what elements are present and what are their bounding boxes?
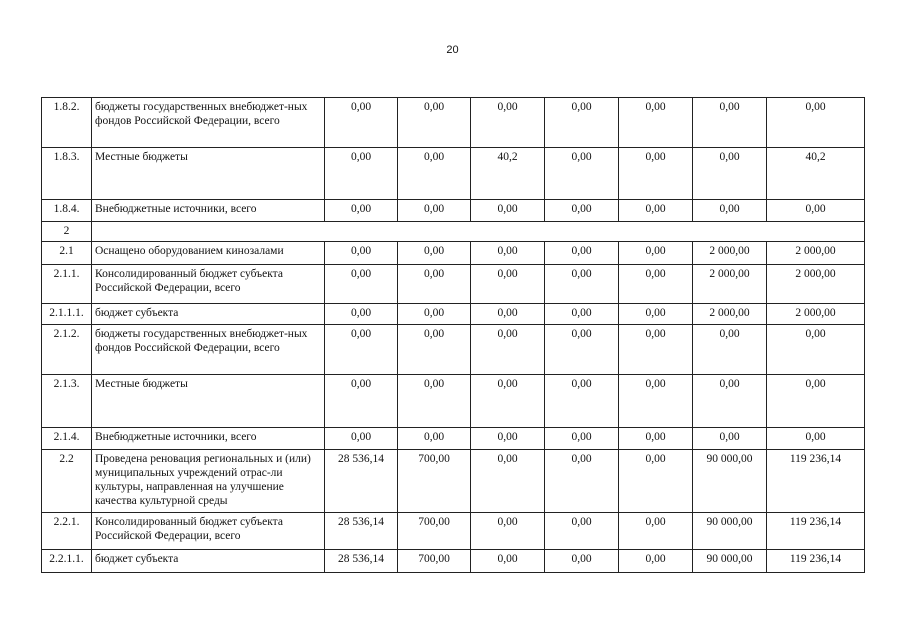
value-cell: 0,00 [398,98,471,148]
value-cell: 0,00 [398,265,471,304]
value-cell: 0,00 [471,325,545,375]
value-cell: 0,00 [398,148,471,200]
value-cell: 0,00 [545,98,619,148]
value-cell: 90 000,00 [693,550,767,573]
value-cell: 0,00 [767,98,865,148]
value-cell: 28 536,14 [325,550,398,573]
row-code: 2.1.2. [42,325,92,375]
row-name: Оснащено оборудованием кинозалами [92,242,325,265]
value-cell: 0,00 [471,265,545,304]
value-cell: 2 000,00 [767,304,865,325]
row-name: Консолидированный бюджет субъекта Российской Федерации, всего [92,513,325,550]
row-code: 1.8.4. [42,200,92,222]
value-cell: 0,00 [545,513,619,550]
table-row [42,304,865,325]
value-cell: 0,00 [545,304,619,325]
value-cell: 0,00 [398,428,471,450]
value-cell: 2 000,00 [693,265,767,304]
table-row [42,513,865,550]
value-cell: 0,00 [545,428,619,450]
row-code: 2.2.1.1. [42,550,92,573]
value-cell: 0,00 [471,375,545,428]
row-code: 2.1.4. [42,428,92,450]
value-cell: 0,00 [325,428,398,450]
value-cell: 28 536,14 [325,450,398,513]
value-cell: 90 000,00 [693,513,767,550]
row-code: 2.1.1. [42,265,92,304]
value-cell: 0,00 [471,450,545,513]
value-cell: 0,00 [471,200,545,222]
value-cell: 0,00 [767,375,865,428]
value-cell: 119 236,14 [767,550,865,573]
value-cell: 119 236,14 [767,450,865,513]
table-row [42,325,865,375]
budget-table [41,97,865,573]
value-cell: 0,00 [767,325,865,375]
value-cell: 0,00 [619,450,693,513]
value-cell: 0,00 [545,265,619,304]
table-row [42,200,865,222]
value-cell: 0,00 [693,148,767,200]
value-cell: 2 000,00 [693,242,767,265]
row-name: бюджет субъекта [92,304,325,325]
value-cell: 0,00 [619,513,693,550]
table-row [42,98,865,148]
value-cell: 0,00 [471,428,545,450]
value-cell: 700,00 [398,550,471,573]
row-code: 1.8.3. [42,148,92,200]
row-code: 2 [42,222,92,242]
value-cell: 0,00 [545,550,619,573]
value-cell: 0,00 [325,98,398,148]
row-name: бюджеты государственных внебюджет-ных фондов Российской Федерации, всего [92,325,325,375]
table-row [42,265,865,304]
value-cell: 2 000,00 [767,242,865,265]
value-cell: 0,00 [325,265,398,304]
value-cell: 0,00 [619,428,693,450]
table-row [42,450,865,513]
row-name: Внебюджетные источники, всего [92,428,325,450]
value-cell: 0,00 [545,450,619,513]
value-cell: 0,00 [693,428,767,450]
row-name: бюджеты государственных внебюджет-ных фондов Российской Федерации, всего [92,98,325,148]
table-row [42,148,865,200]
value-cell: 0,00 [325,242,398,265]
value-cell: 0,00 [545,148,619,200]
table-row [42,242,865,265]
value-cell: 0,00 [471,242,545,265]
row-name: Внебюджетные источники, всего [92,200,325,222]
value-cell: 700,00 [398,513,471,550]
value-cell: 40,2 [471,148,545,200]
row-code: 2.1 [42,242,92,265]
row-code: 1.8.2. [42,98,92,148]
table-row [42,428,865,450]
row-code: 2.1.1.1. [42,304,92,325]
table-row [42,222,865,242]
row-name: Консолидированный бюджет субъекта Российской Федерации, всего [92,265,325,304]
value-cell: 0,00 [619,265,693,304]
value-cell: 0,00 [398,325,471,375]
value-cell: 0,00 [398,200,471,222]
value-cell: 0,00 [619,304,693,325]
value-cell: 2 000,00 [693,304,767,325]
row-name: Местные бюджеты [92,148,325,200]
table-row [42,550,865,573]
value-cell: 0,00 [767,200,865,222]
value-cell: 40,2 [767,148,865,200]
value-cell: 700,00 [398,450,471,513]
value-cell: 0,00 [545,325,619,375]
row-code: 2.2 [42,450,92,513]
value-cell: 0,00 [471,304,545,325]
value-cell: 0,00 [693,325,767,375]
row-name: Проведена реновация региональных и (или) муниципальных учреждений отрас-ли культуры, направленная на улучшение качества культурной среды [92,450,325,513]
value-cell: 0,00 [398,375,471,428]
value-cell: 119 236,14 [767,513,865,550]
row-code: 2.1.3. [42,375,92,428]
value-cell: 0,00 [693,375,767,428]
value-cell: 0,00 [619,242,693,265]
value-cell: 0,00 [325,325,398,375]
value-cell: 2 000,00 [767,265,865,304]
value-cell: 0,00 [325,200,398,222]
value-cell: 0,00 [545,242,619,265]
value-cell: 90 000,00 [693,450,767,513]
row-code: 2.2.1. [42,513,92,550]
value-cell: 0,00 [619,98,693,148]
value-cell: 0,00 [619,325,693,375]
value-cell: 0,00 [325,148,398,200]
page-number: 20 [446,44,459,56]
value-cell: 0,00 [398,242,471,265]
row-name: бюджет субъекта [92,550,325,573]
value-cell: 0,00 [619,200,693,222]
value-cell: 28 536,14 [325,513,398,550]
value-cell: 0,00 [545,200,619,222]
value-cell: 0,00 [325,375,398,428]
value-cell: 0,00 [471,513,545,550]
value-cell: 0,00 [398,304,471,325]
value-cell: 0,00 [471,98,545,148]
value-cell: 0,00 [767,428,865,450]
value-cell: 0,00 [693,200,767,222]
value-cell: 0,00 [545,375,619,428]
section-row-cell [92,222,865,242]
value-cell: 0,00 [619,550,693,573]
value-cell: 0,00 [693,98,767,148]
row-name: Местные бюджеты [92,375,325,428]
table-row [42,375,865,428]
value-cell: 0,00 [619,375,693,428]
value-cell: 0,00 [471,550,545,573]
value-cell: 0,00 [619,148,693,200]
value-cell: 0,00 [325,304,398,325]
